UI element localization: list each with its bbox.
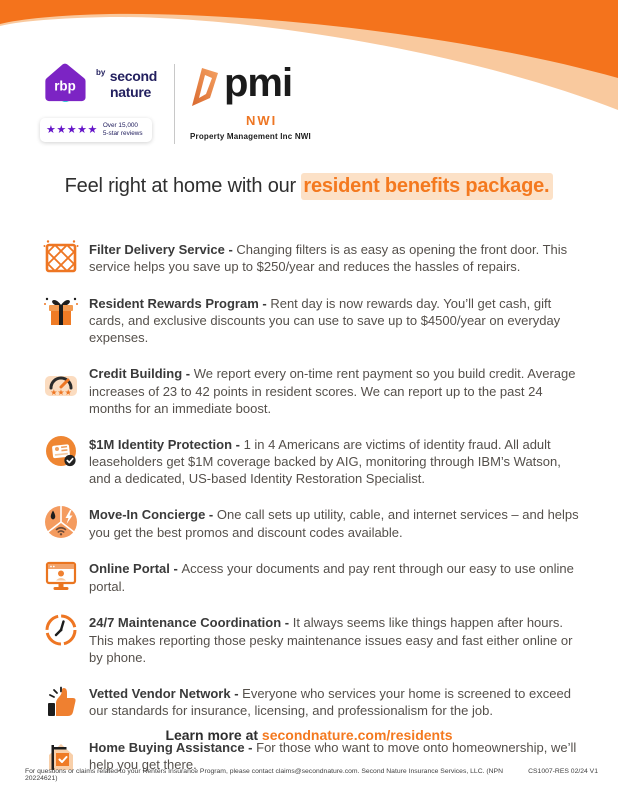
gift-icon [42,292,80,330]
benefit-title: Resident Rewards Program - [89,296,271,311]
benefit-title: Home Buying Assistance - [89,739,257,755]
benefit-desc: For those who want to move onto homeownership, we’ll help you get there. [89,739,577,773]
headline-highlight: resident benefits package. [301,173,553,200]
filter-icon [42,238,80,276]
benefit-row-online-portal [42,560,582,595]
five-stars-icon: ★★★★★ [46,123,98,136]
benefit-desc: We report every on-time rent payment so you build credit. Average increases of 23 to 42 points in resident scores. We can report up to the past 24 months for an immediate boost. [89,366,576,416]
reviews-card [40,118,152,142]
rbp-second-nature-logo [40,58,160,142]
benefit-title: Filter Delivery Service - [89,242,237,257]
clock-icon [42,611,80,649]
learn-more-link[interactable]: secondnature.com/residents [261,727,453,743]
identity-shield-icon [42,433,80,471]
pmi-logo [190,58,311,141]
pmi-mark-icon [190,66,220,112]
brand-nature: nature [110,84,151,100]
credit-gauge-icon [42,362,80,400]
svg-text:rbp: rbp [54,78,76,94]
brand-second: second [109,68,158,84]
benefit-row-move-in-concierge [42,506,582,541]
headline-prefix: Feel right at home with our [64,175,302,197]
benefit-title: Move-In Concierge - [89,507,217,523]
benefit-desc: 1 in 4 Americans are victims of identity fraud. All adult leaseholders get $1M coverage backed by AIG, monitoring through IBM’s Watson, and a dedicated, US-based Identity Restoration Specialist. [89,436,561,487]
benefit-desc: It always seems like things happen after hours. This makes reporting those pesky maintenance issues easy and fast either online or by phone. [89,615,573,665]
rbp-badge-icon [40,58,90,112]
pmi-region: NWI [246,113,278,128]
logo-row [40,58,311,144]
benefit-desc: Changing filters is as easy as opening the front door. This service helps you save up to $250/year and reduces the hassles of repairs. [89,242,568,275]
benefit-row-maintenance [42,614,582,665]
benefit-desc: Access your documents and pay rent through our easy to use online portal. [89,561,574,594]
logo-divider [174,64,175,144]
by-label: by [96,68,106,77]
benefit-row-identity-protection [42,436,582,487]
svg-text:★★★: ★★★ [50,388,72,398]
learn-more-prefix: Learn more at [165,727,262,743]
benefit-row-filter-delivery [42,241,582,276]
benefits-list [42,241,582,774]
pmi-wordmark: pmi [224,61,293,105]
benefit-title: Online Portal - [89,561,182,577]
utilities-icon [42,503,80,541]
document-code: CS1007-RES 02/24 V1 [528,768,598,775]
disclaimer-text: For questions or claims related to your Renters Insurance Program, please contact claims@secondnature.com. Second Nature Insurance Services, LLC. (NPN 20224621) [25,768,503,782]
pmi-tagline: Property Management Inc NWI [190,132,311,141]
benefit-title: $1M Identity Protection - [89,436,244,452]
reviews-text: Over 15,000 5-star reviews [102,122,143,137]
learn-more-line [0,727,618,743]
benefit-desc: Everyone who services your home is screened to exceed our standards for insurance, licensing, and professionalism for the job. [89,685,571,719]
benefit-row-credit-building [42,365,582,416]
benefit-row-resident-rewards [42,295,582,346]
benefit-title: 24/7 Maintenance Coordination - [89,615,293,631]
benefit-title: Credit Building - [89,366,194,382]
second-nature-wordmark [96,69,157,101]
online-portal-icon [42,557,80,595]
benefit-row-vendor-network [42,685,582,720]
benefit-desc: One call sets up utility, cable, and internet services – and helps you get the best promos and discount codes available. [89,507,579,540]
thumbs-up-icon [42,682,80,720]
benefit-desc: Rent day is now rewards day. You’ll get cash, gift cards, and exclusive discounts you can use to save up to $4500/year on everyday expenses. [89,296,561,346]
legal-footer [25,768,598,782]
benefit-title: Vetted Vendor Network - [89,685,243,701]
page-title [0,174,618,198]
